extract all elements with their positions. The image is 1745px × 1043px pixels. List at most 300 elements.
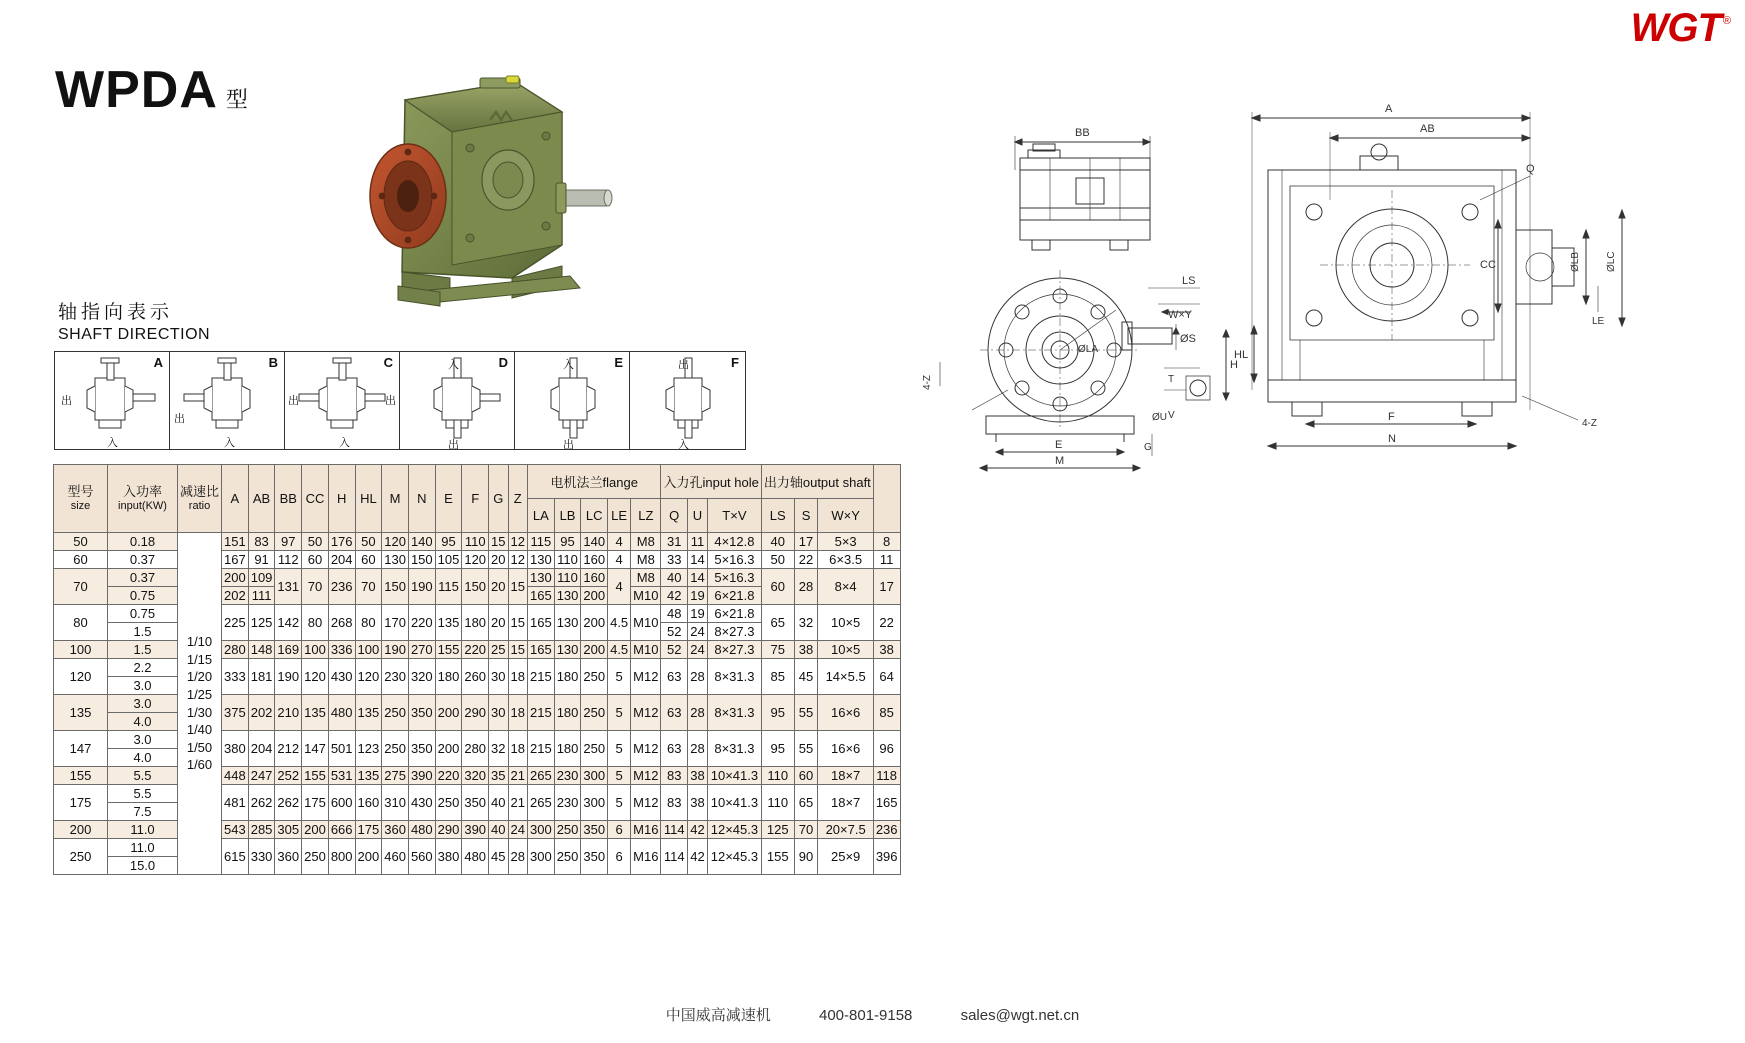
cell-Z: 15 bbox=[508, 605, 527, 641]
cell-input-power: 7.5 bbox=[108, 803, 178, 821]
cell-Z: 12 bbox=[508, 533, 527, 551]
cell-U: 38 bbox=[687, 767, 707, 785]
cell-LC: 250 bbox=[581, 659, 608, 695]
cell-G: 20 bbox=[489, 551, 508, 569]
cell-S: 45 bbox=[794, 659, 818, 695]
cell-H: 501 bbox=[328, 731, 355, 767]
cell-G: 25 bbox=[489, 641, 508, 659]
cell-E: 95 bbox=[435, 533, 462, 551]
cell-CC: 135 bbox=[302, 695, 329, 731]
header-U: U bbox=[687, 499, 707, 533]
cell-WxY: 14×5.5 bbox=[818, 659, 873, 695]
cell-LZ: M16 bbox=[631, 839, 661, 875]
cell-LE: 5 bbox=[608, 659, 631, 695]
cell-weight: 64 bbox=[873, 659, 900, 695]
cell-Q: 63 bbox=[661, 695, 687, 731]
cell-WxY: 8×4 bbox=[818, 569, 873, 605]
cell-CC: 100 bbox=[302, 641, 329, 659]
cell-CC: 155 bbox=[302, 767, 329, 785]
cell-A: 448 bbox=[222, 767, 249, 785]
cell-TxV: 8×31.3 bbox=[707, 695, 761, 731]
cell-F: 220 bbox=[462, 641, 489, 659]
header-G: G bbox=[489, 465, 508, 533]
cell-LE: 5 bbox=[608, 695, 631, 731]
cell-F: 110 bbox=[462, 533, 489, 551]
cell-LA: 300 bbox=[527, 821, 554, 839]
cell-TxV: 5×16.3 bbox=[707, 551, 761, 569]
cell-E: 180 bbox=[435, 659, 462, 695]
cell-AB: 148 bbox=[248, 641, 275, 659]
cell-LA: 115 bbox=[527, 533, 554, 551]
cell-S: 38 bbox=[794, 641, 818, 659]
cell-F: 290 bbox=[462, 695, 489, 731]
registered-mark: ® bbox=[1722, 15, 1731, 27]
cell-WxY: 5×3 bbox=[818, 533, 873, 551]
cell-A: 280 bbox=[222, 641, 249, 659]
technical-drawing-right bbox=[1230, 90, 1700, 450]
svg-text:4-Z: 4-Z bbox=[922, 375, 933, 390]
svg-text:ØU: ØU bbox=[1152, 412, 1167, 423]
cell-E: 200 bbox=[435, 731, 462, 767]
cell-G: 15 bbox=[489, 533, 508, 551]
cell-input-power: 11.0 bbox=[108, 839, 178, 857]
cell-Q: 33 bbox=[661, 551, 687, 569]
cell-BB: 262 bbox=[275, 785, 302, 821]
cell-N: 190 bbox=[408, 569, 435, 605]
cell-LC: 300 bbox=[581, 785, 608, 821]
svg-text:V: V bbox=[1168, 410, 1175, 421]
cell-LS: 50 bbox=[761, 551, 794, 569]
svg-text:A: A bbox=[1385, 103, 1393, 115]
cell-TxV: 10×41.3 bbox=[707, 767, 761, 785]
shaft-direction-diagrams bbox=[54, 351, 746, 450]
cell-CC: 250 bbox=[302, 839, 329, 875]
cell-N: 560 bbox=[408, 839, 435, 875]
header-size-en: size bbox=[70, 499, 91, 512]
cell-WxY: 16×6 bbox=[818, 695, 873, 731]
cell-size: 60 bbox=[54, 551, 108, 569]
cell-Z: 21 bbox=[508, 767, 527, 785]
header-size bbox=[54, 465, 108, 533]
cell-HL: 60 bbox=[355, 551, 382, 569]
cell-U: 19 bbox=[687, 587, 707, 605]
cell-size: 250 bbox=[54, 839, 108, 875]
cell-LE: 4 bbox=[608, 569, 631, 605]
cell-LC: 200 bbox=[581, 605, 608, 641]
cell-Q: 52 bbox=[661, 641, 687, 659]
cell-LC: 160 bbox=[581, 551, 608, 569]
shaft-diagram-c-letter: C bbox=[383, 355, 393, 370]
cell-E: 380 bbox=[435, 839, 462, 875]
cell-LE: 5 bbox=[608, 785, 631, 821]
cell-E: 135 bbox=[435, 605, 462, 641]
cell-LE: 5 bbox=[608, 731, 631, 767]
cell-LE: 4 bbox=[608, 551, 631, 569]
cell-M: 250 bbox=[382, 731, 409, 767]
shaft-diagram-a-in: 入 bbox=[107, 437, 118, 449]
cell-AB: 247 bbox=[248, 767, 275, 785]
cell-H: 236 bbox=[328, 569, 355, 605]
cell-LS: 75 bbox=[761, 641, 794, 659]
cell-input-power: 0.37 bbox=[108, 569, 178, 587]
header-ratio-cn: 减速比 bbox=[180, 483, 220, 499]
cell-LC: 250 bbox=[581, 731, 608, 767]
header-input-power bbox=[108, 465, 178, 533]
cell-WxY: 18×7 bbox=[818, 767, 873, 785]
header-A: A bbox=[222, 465, 249, 533]
cell-input-power: 5.5 bbox=[108, 785, 178, 803]
svg-text:G: G bbox=[1144, 442, 1152, 453]
cell-CC: 50 bbox=[302, 533, 329, 551]
header-group-output-shaft: 出力轴output shaft bbox=[761, 465, 873, 499]
shaft-diagram-f-letter: F bbox=[731, 355, 739, 370]
cell-N: 350 bbox=[408, 731, 435, 767]
cell-E: 290 bbox=[435, 821, 462, 839]
cell-S: 55 bbox=[794, 695, 818, 731]
svg-text:LS: LS bbox=[1182, 275, 1196, 287]
cell-Q: 52 bbox=[661, 623, 687, 641]
shaft-diagram-f-out: 出 bbox=[678, 359, 689, 371]
cell-weight: 8 bbox=[873, 533, 900, 551]
cell-H: 600 bbox=[328, 785, 355, 821]
cell-Z: 15 bbox=[508, 641, 527, 659]
cell-LS: 110 bbox=[761, 785, 794, 821]
header-WY: W×Y bbox=[818, 499, 873, 533]
cell-CC: 175 bbox=[302, 785, 329, 821]
header-LA: LA bbox=[527, 499, 554, 533]
cell-Z: 18 bbox=[508, 731, 527, 767]
cell-CC: 60 bbox=[302, 551, 329, 569]
cell-LA: 215 bbox=[527, 659, 554, 695]
shaft-diagram-e-in: 入 bbox=[563, 359, 574, 371]
svg-text:AB: AB bbox=[1420, 123, 1435, 135]
table-body bbox=[54, 533, 901, 875]
cell-input-power: 1.5 bbox=[108, 623, 178, 641]
cell-A: 481 bbox=[222, 785, 249, 821]
shaft-diagram-e-out: 出 bbox=[563, 439, 574, 451]
svg-text:F: F bbox=[1388, 411, 1395, 423]
cell-A: 225 bbox=[222, 605, 249, 641]
cell-M: 120 bbox=[382, 533, 409, 551]
cell-AB: 262 bbox=[248, 785, 275, 821]
cell-LB: 110 bbox=[554, 569, 581, 587]
cell-size: 135 bbox=[54, 695, 108, 731]
cell-BB: 212 bbox=[275, 731, 302, 767]
cell-weight: 38 bbox=[873, 641, 900, 659]
cell-F: 350 bbox=[462, 785, 489, 821]
header-LS: LS bbox=[761, 499, 794, 533]
cell-LS: 95 bbox=[761, 695, 794, 731]
header-input-power-cn: 入功率 bbox=[122, 483, 162, 499]
cell-H: 480 bbox=[328, 695, 355, 731]
cell-U: 19 bbox=[687, 605, 707, 623]
cell-Q: 42 bbox=[661, 587, 687, 605]
cell-Q: 63 bbox=[661, 659, 687, 695]
shaft-diagram-a bbox=[55, 352, 170, 449]
cell-G: 30 bbox=[489, 695, 508, 731]
cell-AB: 91 bbox=[248, 551, 275, 569]
cell-input-power: 5.5 bbox=[108, 767, 178, 785]
footer-email[interactable]: sales@wgt.net.cn bbox=[960, 1007, 1080, 1024]
cell-LB: 130 bbox=[554, 605, 581, 641]
cell-weight: 236 bbox=[873, 821, 900, 839]
cell-HL: 200 bbox=[355, 839, 382, 875]
shaft-diagram-a-out: 出 bbox=[61, 395, 72, 407]
cell-F: 180 bbox=[462, 605, 489, 641]
cell-TxV: 10×41.3 bbox=[707, 785, 761, 821]
shaft-diagram-c-out2: 出 bbox=[385, 395, 396, 407]
cell-LA: 130 bbox=[527, 569, 554, 587]
cell-G: 40 bbox=[489, 821, 508, 839]
cell-S: 22 bbox=[794, 551, 818, 569]
cell-weight: 85 bbox=[873, 695, 900, 731]
cell-LE: 6 bbox=[608, 821, 631, 839]
cell-HL: 175 bbox=[355, 821, 382, 839]
table-row bbox=[54, 533, 901, 551]
svg-text:M: M bbox=[1055, 455, 1065, 467]
svg-text:ØLB: ØLB bbox=[1570, 251, 1581, 272]
cell-Z: 15 bbox=[508, 569, 527, 605]
technical-drawing-left bbox=[900, 100, 1250, 467]
header-H: H bbox=[328, 465, 355, 533]
cell-G: 32 bbox=[489, 731, 508, 767]
cell-Z: 28 bbox=[508, 839, 527, 875]
cell-N: 220 bbox=[408, 605, 435, 641]
cell-N: 430 bbox=[408, 785, 435, 821]
cell-LB: 180 bbox=[554, 695, 581, 731]
cell-N: 320 bbox=[408, 659, 435, 695]
cell-weight: 165 bbox=[873, 785, 900, 821]
cell-AB: 109 bbox=[248, 569, 275, 587]
cell-LZ: M10 bbox=[631, 641, 661, 659]
cell-S: 28 bbox=[794, 569, 818, 605]
cell-E: 220 bbox=[435, 767, 462, 785]
cell-Z: 21 bbox=[508, 785, 527, 821]
cell-F: 280 bbox=[462, 731, 489, 767]
cell-N: 390 bbox=[408, 767, 435, 785]
cell-LC: 300 bbox=[581, 767, 608, 785]
cell-A: 543 bbox=[222, 821, 249, 839]
cell-LB: 230 bbox=[554, 767, 581, 785]
cell-LC: 160 bbox=[581, 569, 608, 587]
cell-HL: 80 bbox=[355, 605, 382, 641]
cell-size: 50 bbox=[54, 533, 108, 551]
cell-M: 150 bbox=[382, 569, 409, 605]
cell-TxV: 8×31.3 bbox=[707, 659, 761, 695]
cell-AB: 111 bbox=[248, 587, 275, 605]
cell-S: 17 bbox=[794, 533, 818, 551]
cell-H: 268 bbox=[328, 605, 355, 641]
cell-LS: 155 bbox=[761, 839, 794, 875]
cell-HL: 135 bbox=[355, 767, 382, 785]
header-LZ: LZ bbox=[631, 499, 661, 533]
cell-input-power: 4.0 bbox=[108, 749, 178, 767]
cell-LS: 40 bbox=[761, 533, 794, 551]
cell-size: 70 bbox=[54, 569, 108, 605]
cell-BB: 169 bbox=[275, 641, 302, 659]
cell-LB: 250 bbox=[554, 821, 581, 839]
svg-text:LE: LE bbox=[1592, 316, 1605, 327]
cell-Q: 114 bbox=[661, 821, 687, 839]
cell-U: 28 bbox=[687, 659, 707, 695]
cell-N: 480 bbox=[408, 821, 435, 839]
shaft-direction-label-en: SHAFT DIRECTION bbox=[58, 326, 211, 343]
header-LB: LB bbox=[554, 499, 581, 533]
cell-LA: 300 bbox=[527, 839, 554, 875]
model-name: WPDA bbox=[55, 61, 218, 119]
cell-LS: 95 bbox=[761, 731, 794, 767]
cell-A: 615 bbox=[222, 839, 249, 875]
cell-TxV: 6×21.8 bbox=[707, 587, 761, 605]
cell-BB: 142 bbox=[275, 605, 302, 641]
cell-U: 42 bbox=[687, 821, 707, 839]
cell-AB: 285 bbox=[248, 821, 275, 839]
header-group-input-hole: 入力孔input hole bbox=[661, 465, 761, 499]
cell-LC: 200 bbox=[581, 641, 608, 659]
cell-ratio: 1/10 1/15 1/20 1/25 1/30 1/40 1/50 1/60 bbox=[178, 533, 222, 875]
cell-LZ: M12 bbox=[631, 785, 661, 821]
svg-text:ØLA: ØLA bbox=[1078, 344, 1099, 355]
cell-CC: 147 bbox=[302, 731, 329, 767]
cell-LE: 6 bbox=[608, 839, 631, 875]
cell-weight: 96 bbox=[873, 731, 900, 767]
cell-LZ: M16 bbox=[631, 821, 661, 839]
cell-U: 14 bbox=[687, 551, 707, 569]
cell-U: 28 bbox=[687, 731, 707, 767]
header-F: F bbox=[462, 465, 489, 533]
shaft-diagram-d bbox=[400, 352, 515, 449]
cell-G: 35 bbox=[489, 767, 508, 785]
cell-LE: 4.5 bbox=[608, 641, 631, 659]
cell-LA: 165 bbox=[527, 605, 554, 641]
cell-G: 40 bbox=[489, 785, 508, 821]
cell-E: 200 bbox=[435, 695, 462, 731]
cell-size: 175 bbox=[54, 785, 108, 821]
cell-AB: 202 bbox=[248, 695, 275, 731]
cell-TxV: 8×27.3 bbox=[707, 623, 761, 641]
page-title bbox=[55, 60, 248, 120]
cell-Q: 83 bbox=[661, 785, 687, 821]
svg-text:HL: HL bbox=[1234, 349, 1249, 361]
shaft-diagram-a-letter: A bbox=[153, 355, 163, 370]
cell-LS: 85 bbox=[761, 659, 794, 695]
cell-F: 390 bbox=[462, 821, 489, 839]
cell-M: 230 bbox=[382, 659, 409, 695]
cell-Q: 48 bbox=[661, 605, 687, 623]
header-ratio-en: ratio bbox=[188, 499, 211, 512]
shaft-diagram-c bbox=[285, 352, 400, 449]
product-photo bbox=[330, 40, 630, 330]
cell-Z: 18 bbox=[508, 695, 527, 731]
shaft-diagram-f bbox=[630, 352, 745, 449]
cell-S: 65 bbox=[794, 785, 818, 821]
cell-TxV: 5×16.3 bbox=[707, 569, 761, 587]
cell-AB: 83 bbox=[248, 533, 275, 551]
shaft-diagram-b bbox=[170, 352, 285, 449]
cell-LC: 140 bbox=[581, 533, 608, 551]
cell-input-power: 1.5 bbox=[108, 641, 178, 659]
cell-BB: 360 bbox=[275, 839, 302, 875]
cell-BB: 190 bbox=[275, 659, 302, 695]
cell-H: 800 bbox=[328, 839, 355, 875]
cell-TxV: 8×27.3 bbox=[707, 641, 761, 659]
cell-LA: 215 bbox=[527, 695, 554, 731]
cell-LE: 4.5 bbox=[608, 605, 631, 641]
cell-U: 11 bbox=[687, 533, 707, 551]
cell-WxY: 16×6 bbox=[818, 731, 873, 767]
cell-input-power: 11.0 bbox=[108, 821, 178, 839]
cell-G: 20 bbox=[489, 605, 508, 641]
cell-input-power: 0.75 bbox=[108, 587, 178, 605]
cell-U: 42 bbox=[687, 839, 707, 875]
cell-LS: 65 bbox=[761, 605, 794, 641]
cell-TxV: 12×45.3 bbox=[707, 821, 761, 839]
header-M: M bbox=[382, 465, 409, 533]
cell-A: 380 bbox=[222, 731, 249, 767]
cell-LB: 95 bbox=[554, 533, 581, 551]
cell-LB: 110 bbox=[554, 551, 581, 569]
shaft-diagram-d-letter: D bbox=[498, 355, 508, 370]
brand-logo bbox=[1631, 8, 1731, 48]
cell-M: 170 bbox=[382, 605, 409, 641]
cell-A: 202 bbox=[222, 587, 249, 605]
table-group-header-row bbox=[54, 465, 901, 499]
header-N: N bbox=[408, 465, 435, 533]
cell-U: 24 bbox=[687, 641, 707, 659]
specification-table bbox=[53, 464, 901, 875]
cell-Q: 63 bbox=[661, 731, 687, 767]
shaft-diagram-b-letter: B bbox=[268, 355, 278, 370]
cell-LE: 5 bbox=[608, 767, 631, 785]
cell-M: 275 bbox=[382, 767, 409, 785]
cell-weight: 11 bbox=[873, 551, 900, 569]
svg-text:CC: CC bbox=[1480, 259, 1496, 271]
cell-LZ: M10 bbox=[631, 605, 661, 641]
cell-F: 150 bbox=[462, 569, 489, 605]
cell-Q: 40 bbox=[661, 569, 687, 587]
cell-F: 260 bbox=[462, 659, 489, 695]
cell-M: 360 bbox=[382, 821, 409, 839]
cell-A: 200 bbox=[222, 569, 249, 587]
cell-input-power: 3.0 bbox=[108, 695, 178, 713]
cell-M: 460 bbox=[382, 839, 409, 875]
cell-LB: 250 bbox=[554, 839, 581, 875]
cell-input-power: 3.0 bbox=[108, 677, 178, 695]
cell-WxY: 6×3.5 bbox=[818, 551, 873, 569]
cell-LB: 130 bbox=[554, 587, 581, 605]
cell-H: 666 bbox=[328, 821, 355, 839]
cell-size: 200 bbox=[54, 821, 108, 839]
cell-M: 310 bbox=[382, 785, 409, 821]
header-ratio bbox=[178, 465, 222, 533]
cell-M: 190 bbox=[382, 641, 409, 659]
cell-LB: 230 bbox=[554, 785, 581, 821]
cell-Q: 83 bbox=[661, 767, 687, 785]
cell-E: 115 bbox=[435, 569, 462, 605]
cell-WxY: 20×7.5 bbox=[818, 821, 873, 839]
cell-LA: 265 bbox=[527, 785, 554, 821]
cell-HL: 50 bbox=[355, 533, 382, 551]
cell-H: 336 bbox=[328, 641, 355, 659]
shaft-diagram-e bbox=[515, 352, 630, 449]
cell-CC: 70 bbox=[302, 569, 329, 605]
footer-company: 中国威高减速机 bbox=[665, 1007, 771, 1024]
svg-text:BB: BB bbox=[1075, 127, 1090, 139]
cell-AB: 125 bbox=[248, 605, 275, 641]
cell-LS: 60 bbox=[761, 569, 794, 605]
cell-BB: 252 bbox=[275, 767, 302, 785]
cell-A: 333 bbox=[222, 659, 249, 695]
